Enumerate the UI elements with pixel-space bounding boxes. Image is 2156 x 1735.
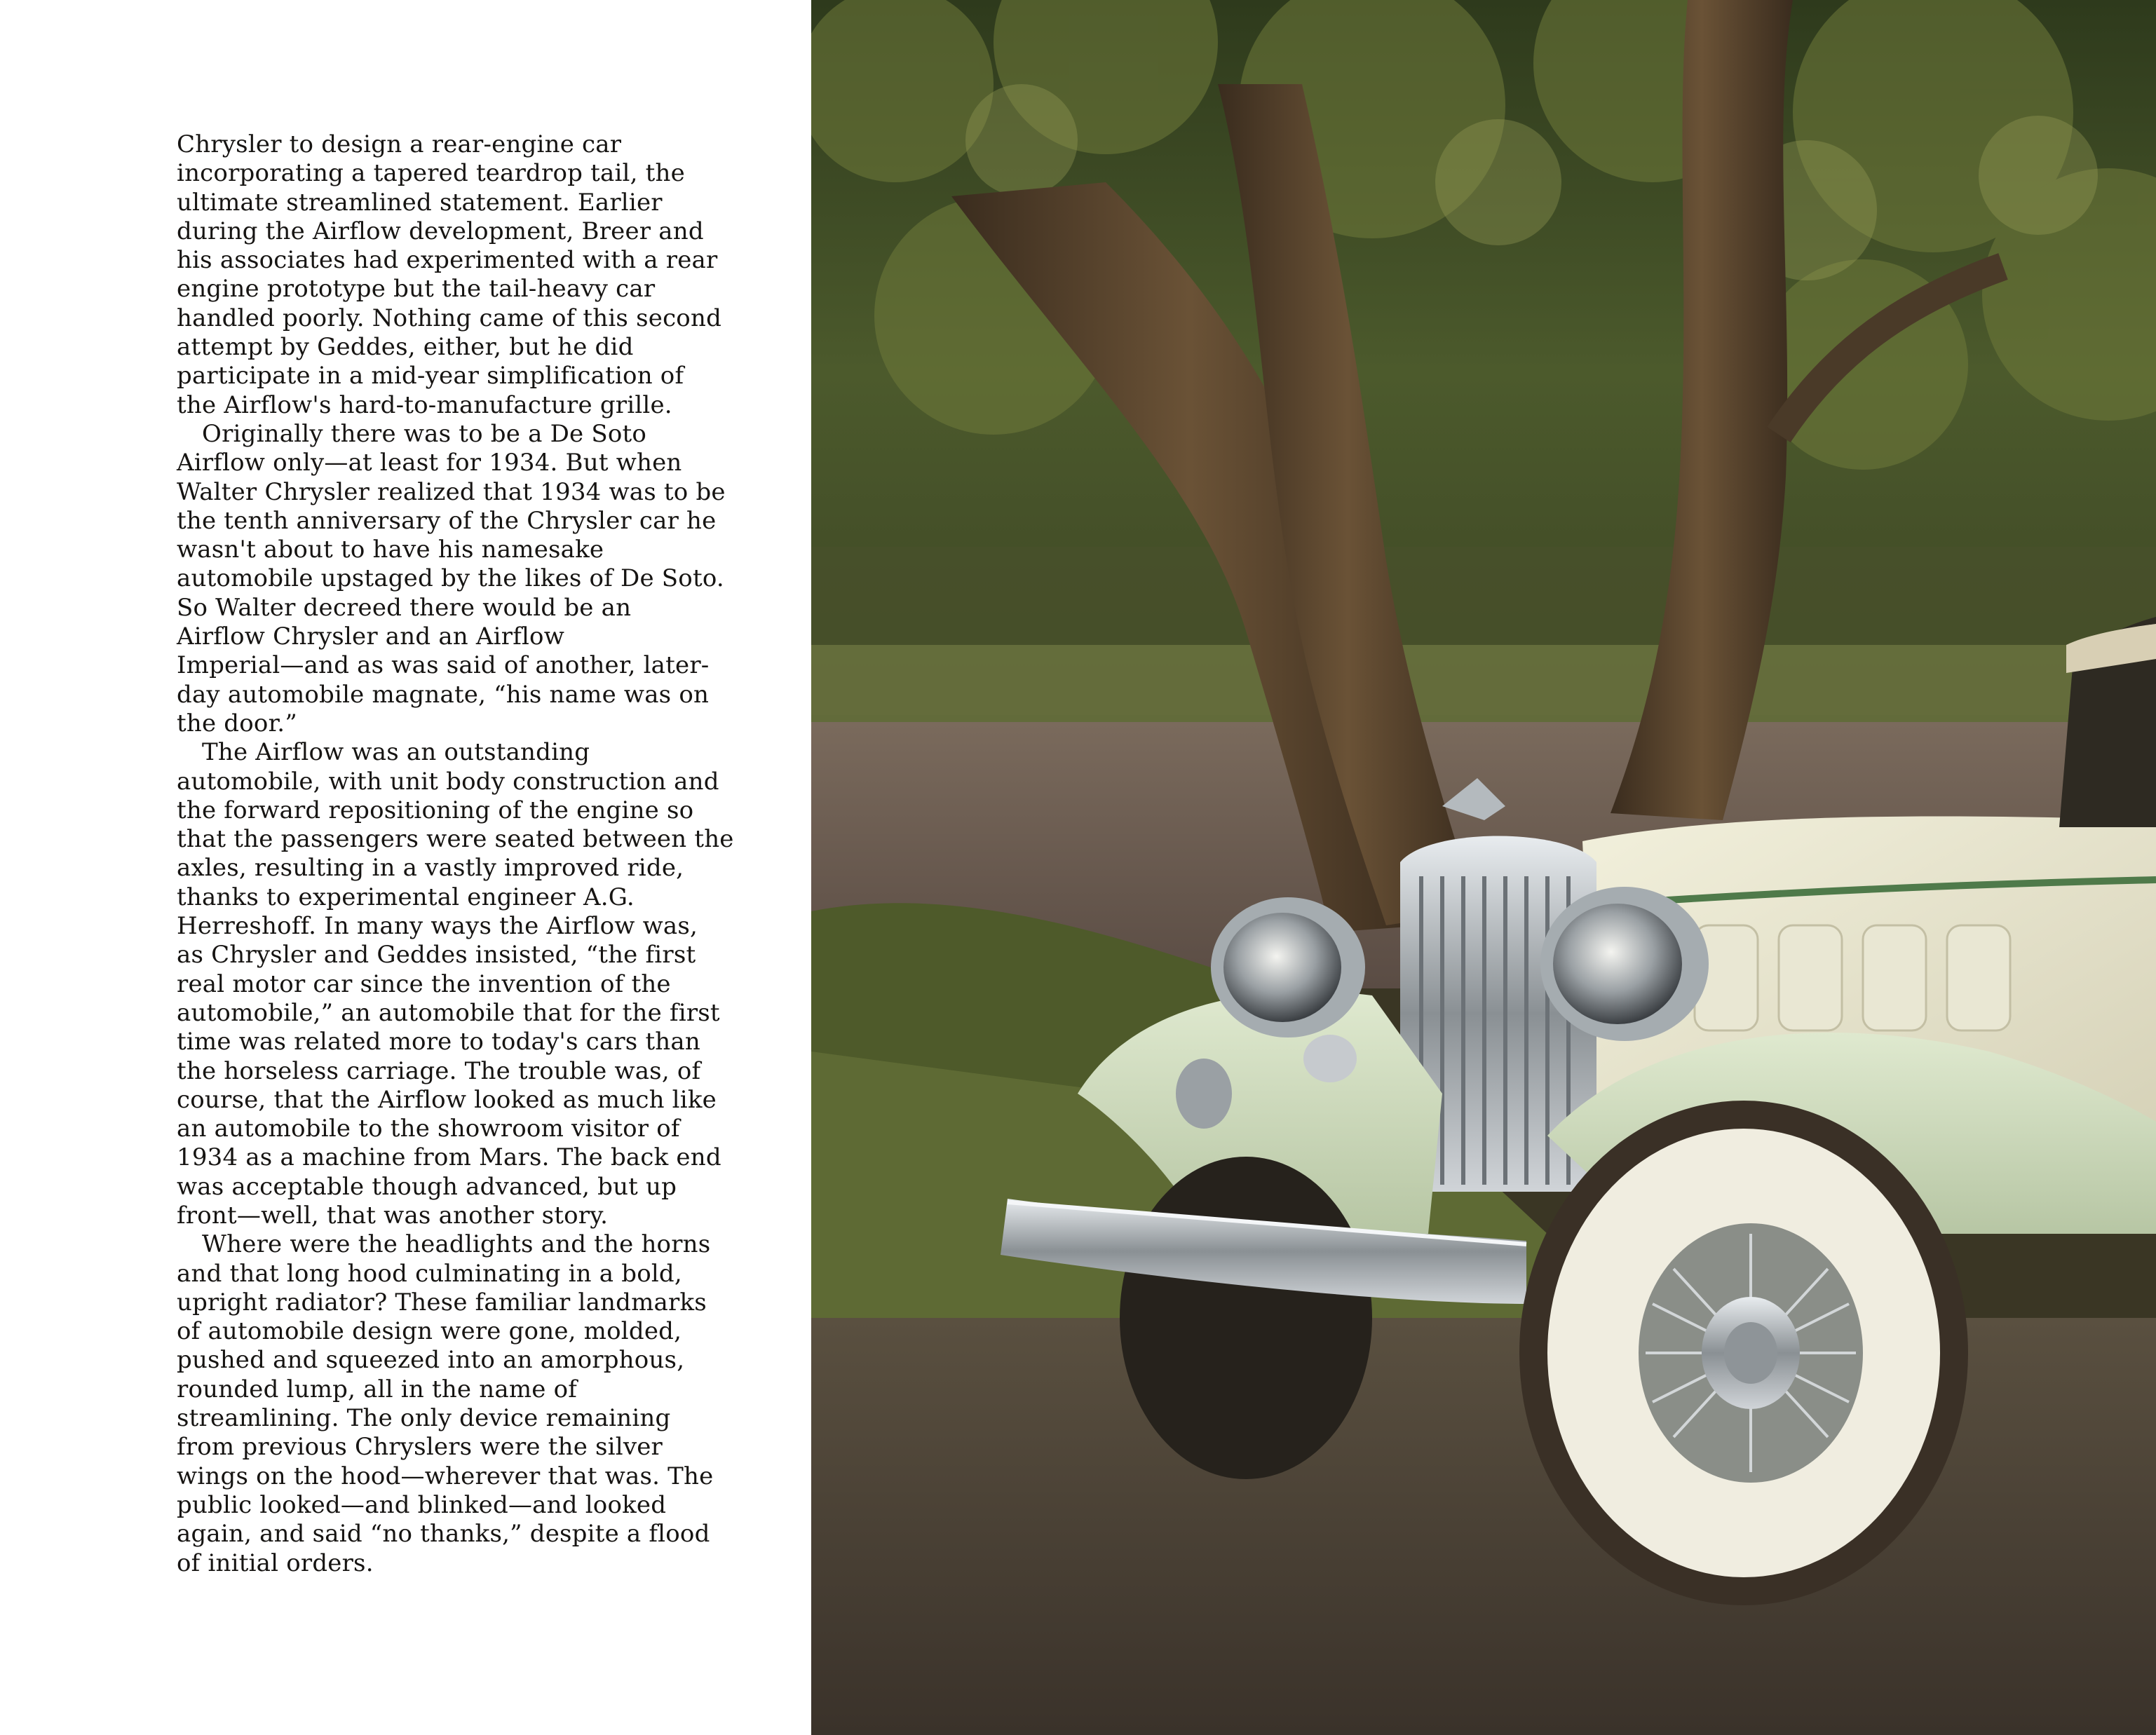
text-line: as Chrysler and Geddes insisted, “the first (177, 941, 696, 969)
text-line: the Airflow's hard-to-manufacture grille. (177, 390, 672, 419)
text-line: automobile, with unit body construction and (177, 767, 719, 796)
text-line: thanks to experimental engineer A.G. (177, 883, 635, 911)
text-line: from previous Chryslers were the silver (177, 1433, 663, 1462)
text-line: public looked—and blinked—and looked (177, 1490, 667, 1519)
text-line: attempt by Geddes, either, but he did (177, 333, 634, 362)
text-line: axles, resulting in a vastly improved ride, (177, 854, 684, 883)
text-line: engine prototype but the tail-heavy car (177, 275, 656, 304)
paragraph (177, 420, 752, 738)
text-line: ultimate streamlined statement. Earlier (177, 188, 663, 217)
text-line: 1934 as a machine from Mars. The back end (177, 1143, 721, 1172)
text-line: the tenth anniversary of the Chrysler car he (177, 506, 717, 535)
text-line: streamlining. The only device remaining (177, 1404, 671, 1433)
text-line: his associates had experimented with a rear (177, 246, 718, 275)
text-line: Where were the headlights and the horns (202, 1230, 711, 1259)
paragraph (177, 738, 752, 1230)
text-line: So Walter decreed there would be an (177, 593, 632, 622)
text-line: time was related more to today's cars than (177, 1028, 700, 1056)
article-text-column (177, 130, 752, 1578)
text-line: The Airflow was an outstanding (202, 738, 590, 767)
car-photograph-illustration (811, 0, 2156, 1735)
text-line: wings on the hood—wherever that was. The (177, 1462, 714, 1490)
text-line: during the Airflow development, Breer and (177, 217, 704, 245)
text-line: day automobile magnate, “his name was on (177, 680, 710, 709)
text-line: Airflow Chrysler and an Airflow (177, 622, 565, 651)
text-line: Airflow only—at least for 1934. But when (177, 449, 682, 477)
text-line: Walter Chrysler realized that 1934 was to be (177, 477, 726, 506)
text-line: handled poorly. Nothing came of this second (177, 304, 722, 332)
text-line: of initial orders. (177, 1549, 374, 1577)
text-line: Chrysler to design a rear-engine car (177, 130, 622, 158)
text-line: and that long hood culminating in a bold, (177, 1259, 682, 1288)
text-line: upright radiator? These familiar landmarks (177, 1288, 707, 1316)
text-line: real motor car since the invention of the (177, 969, 671, 998)
text-line: incorporating a tapered teardrop tail, the (177, 159, 685, 188)
headlamp (1211, 897, 1365, 1037)
text-line: automobile,” an automobile that for the first (177, 998, 720, 1027)
text-line: wasn't about to have his namesake (177, 536, 604, 564)
text-line: pushed and squeezed into an amorphous, (177, 1346, 685, 1375)
text-line: the door.” (177, 709, 297, 737)
car-photograph (811, 0, 2156, 1735)
paragraph (177, 1230, 752, 1578)
text-line: was acceptable though advanced, but up (177, 1172, 677, 1201)
text-line: front—well, that was another story. (177, 1201, 609, 1230)
text-line: Herreshoff. In many ways the Airflow was, (177, 912, 698, 941)
headlamp (1540, 887, 1709, 1041)
text-line: the forward repositioning of the engine so (177, 796, 694, 824)
text-line: automobile upstaged by the likes of De Soto. (177, 564, 724, 593)
text-line: the horseless carriage. The trouble was, of (177, 1056, 701, 1085)
paragraph (177, 130, 752, 420)
text-line: of automobile design were gone, molded, (177, 1317, 682, 1346)
text-line: again, and said “no thanks,” despite a flood (177, 1520, 710, 1549)
text-line: an automobile to the showroom visitor of (177, 1115, 680, 1143)
text-line: Imperial—and as was said of another, later- (177, 651, 710, 680)
text-line: that the passengers were seated between the (177, 825, 734, 854)
text-line: rounded lump, all in the name of (177, 1375, 578, 1403)
text-line: participate in a mid-year simplification of (177, 362, 684, 390)
text-line: Originally there was to be a De Soto (202, 419, 647, 448)
text-line: course, that the Airflow looked as much like (177, 1085, 717, 1114)
